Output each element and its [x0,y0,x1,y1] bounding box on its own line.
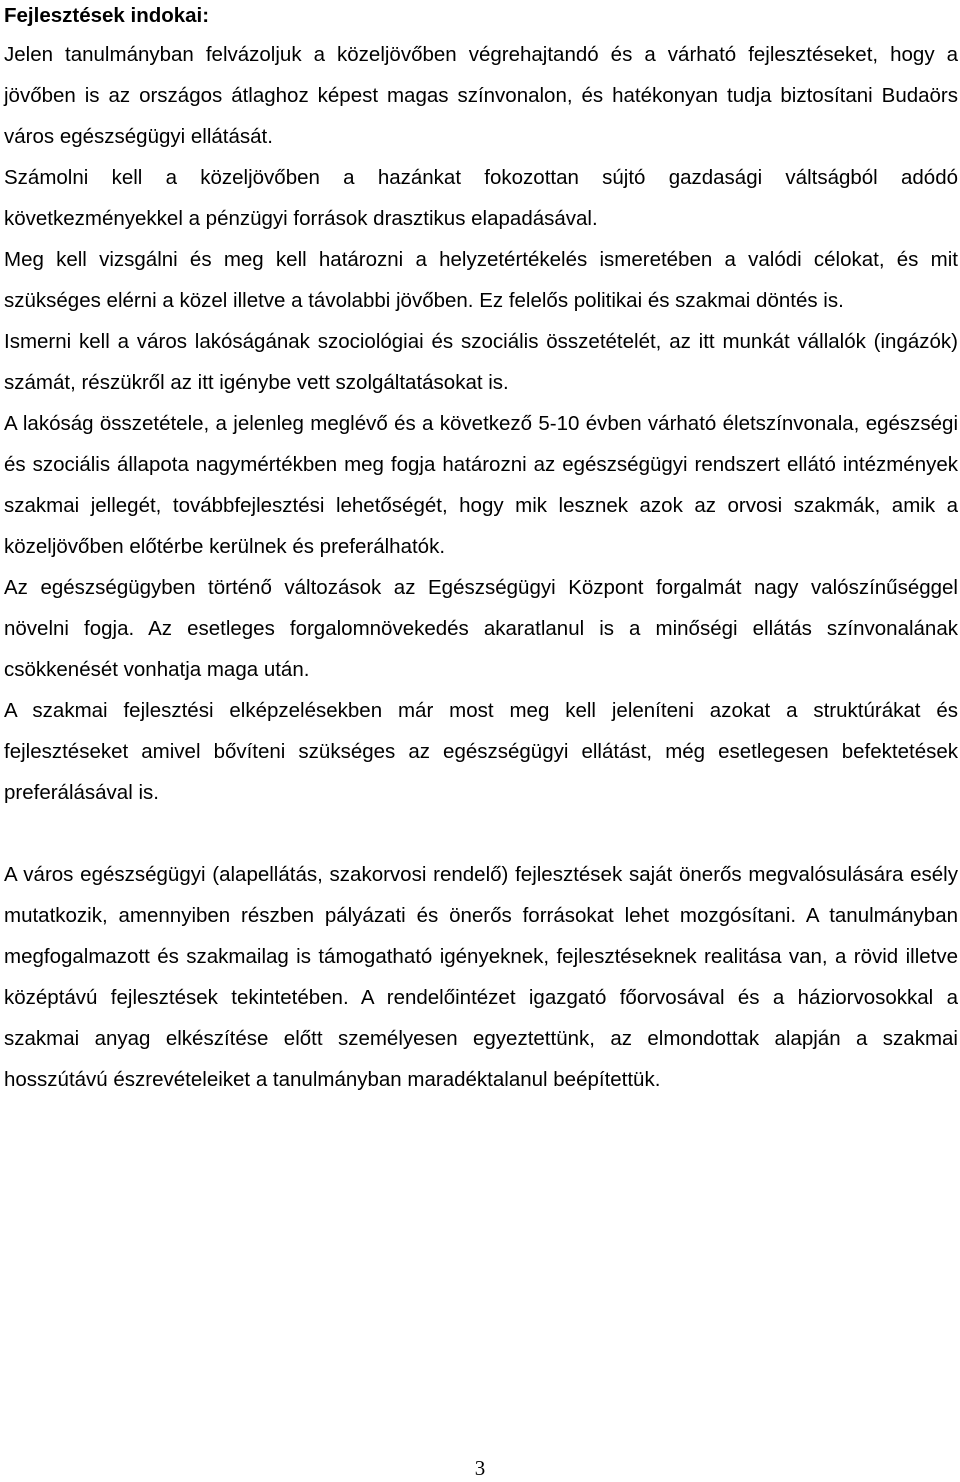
section-heading: Fejlesztések indokai: [4,4,210,27]
paragraph-professional-development: A szakmai fejlesztési elképzelésekben már most meg kell jeleníteni azokat a struktúrákat és fejlesztéseket amivel bővíteni szükséges az egészségügyi ellátást, még esetlegesen befektetések preferálásával is. [4,699,958,804]
paragraph-goals: Meg kell vizsgálni és meg kell határozni a helyzetértékelés ismeretében a valódi célokat, és mit szükséges elérni a közel illetve a távolabbi jövőben. Ez felelős politikai és szakmai döntés is. [4,248,958,312]
paragraph-population-composition: A lakóság összetétele, a jelenleg meglévő és a következő 5-10 évben várható életszínvonala, egészségi és szociális állapota nagymértékben meg fogja határozni az egészségügyi rendszert ellátó intézmények szakmai jellegét, továbbfejlesztési lehetőségét, hogy mik lesznek azok az orvosi szakmák, amik a közeljövőben előtérbe kerülnek és preferálhatók. [4,412,958,558]
paragraph-intro: Jelen tanulmányban felvázoljuk a közeljövőben végrehajtandó és a várható fejlesztéseket, hogy a jövőben is az országos átlaghoz képest magas színvonalon, és hatékonyan tudja biztosítani Budaörs város egészségügyi ellátását. [4,43,958,148]
page-number: 3 [474,1456,486,1480]
paragraph-city-development: A város egészségügyi (alapellátás, szakorvosi rendelő) fejlesztések saját önerős megvalósulására esély mutatkozik, amennyiben részben pályázati és önerős forrásokat lehet mozgósítani. A tanulmányban megfogalmazott és szakmailag is támogatható igényeknek, fejlesztéseknek realitása van, a rövid illetve középtávú fejlesztések tekintetében. A rendelőintézet igazgató főorvosával és a háziorvosokkal a szakmai anyag elkészítése előtt személyesen egyeztettünk, az elmondottak alapján a szakmai hosszútávú észrevételeiket a tanulmányban maradéktalanul beépítettük. [4,863,958,1091]
paragraph-economic-crisis: Számolni kell a közeljövőben a hazánkat fokozottan sújtó gazdasági váltságból adódó következményekkel a pénzügyi források drasztikus elapadásával. [4,166,958,230]
document-page [4,0,958,1100]
paragraph-health-center-traffic: Az egészségügyben történő változások az Egészségügyi Központ forgalmát nagy valószínűséggel növelni fogja. Az esetleges forgalomnövekedés akaratlanul is a minőségi ellátás színvonalának csökkenését vonhatja maga után. [4,576,958,681]
paragraph-spacer [4,813,958,854]
paragraph-population: Ismerni kell a város lakóságának szociológiai és szociális összetételét, az itt munkát vállalók (ingázók) számát, részükről az itt igénybe vett szolgáltatásokat is. [4,330,958,394]
